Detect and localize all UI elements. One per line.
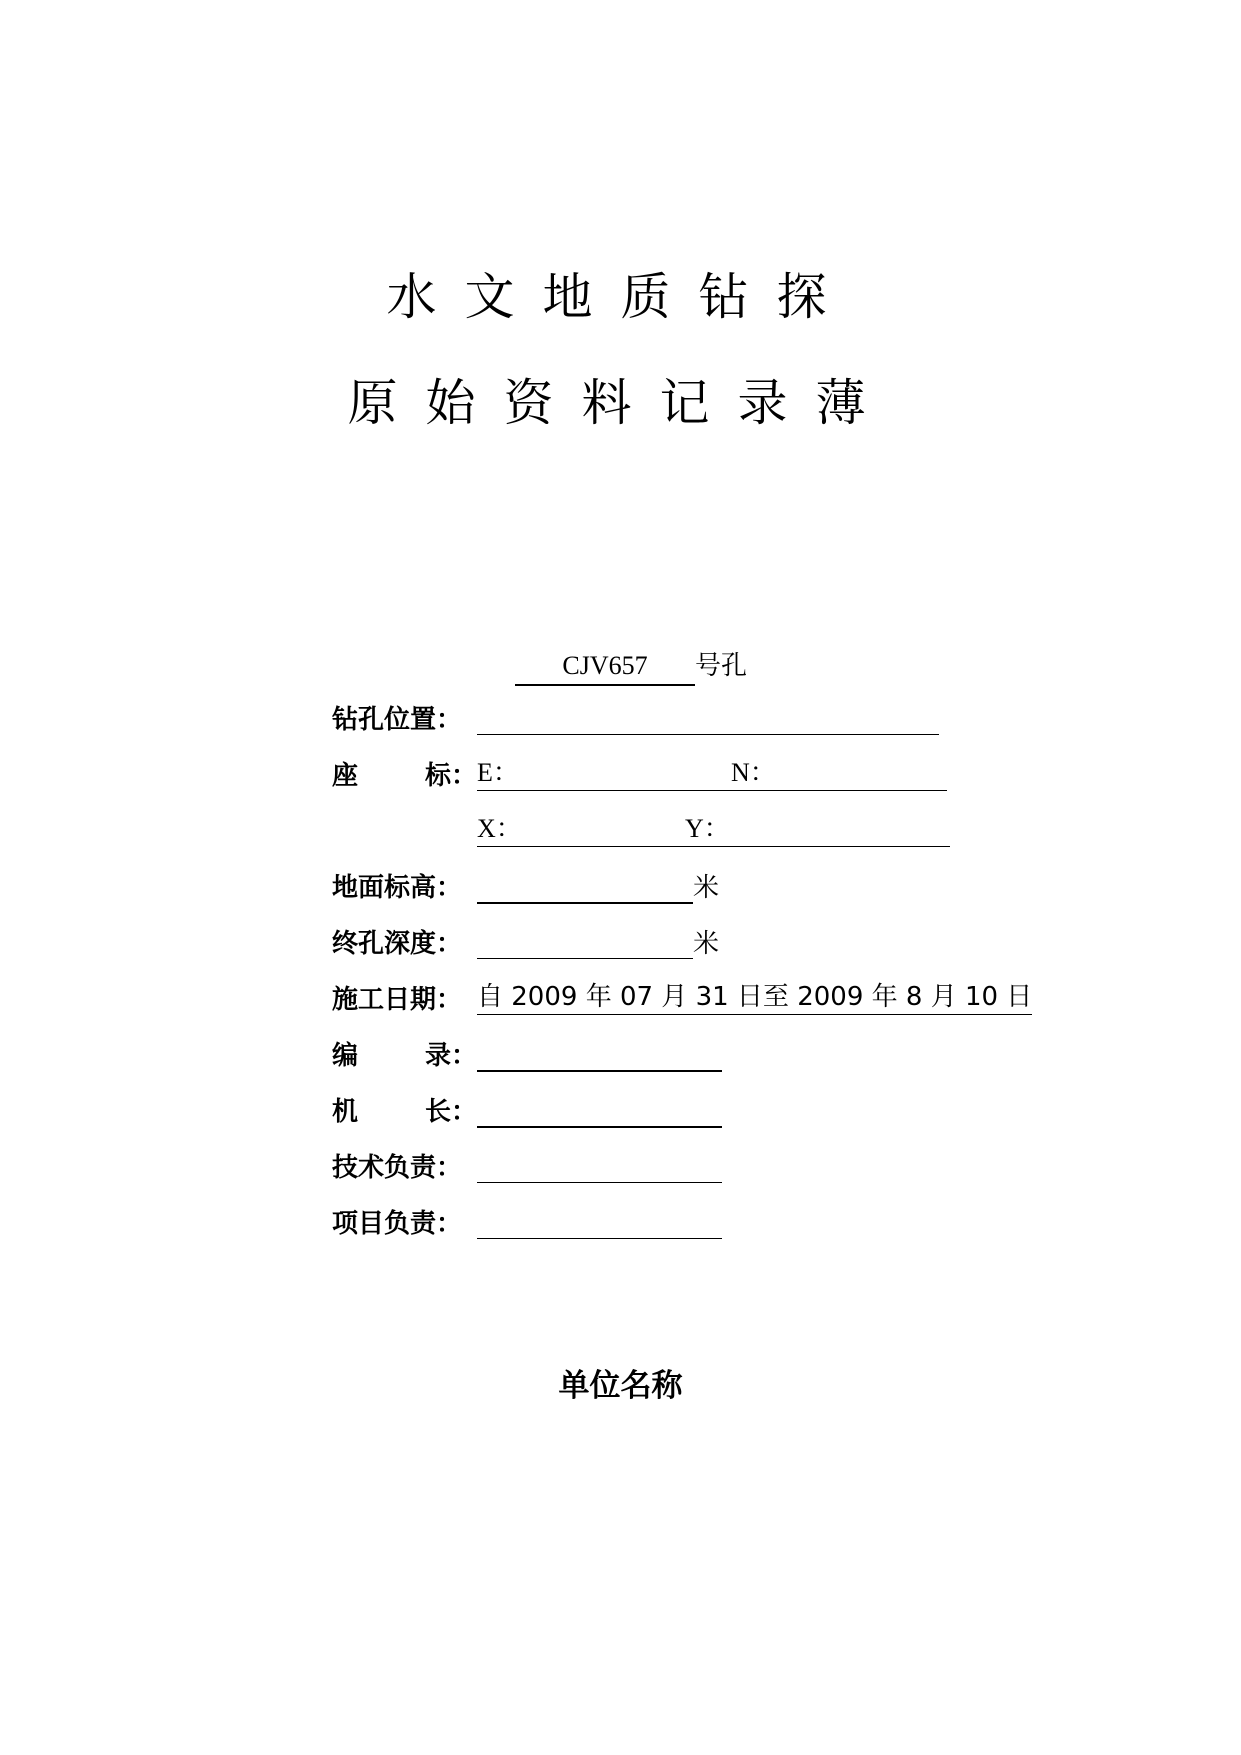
- hole-number[interactable]: CJV657: [515, 648, 695, 686]
- editor-field[interactable]: [477, 1036, 722, 1072]
- elevation-field[interactable]: [477, 868, 693, 904]
- coordinate-n-label: N：: [731, 758, 776, 787]
- location-row: [332, 700, 939, 740]
- coordinate-y-label: Y：: [685, 814, 730, 843]
- project-lead-field[interactable]: [477, 1204, 722, 1239]
- coordinate-label-a: 座: [332, 761, 359, 791]
- captain-label-a: 机: [332, 1097, 359, 1127]
- coordinate-en-field[interactable]: [477, 756, 947, 791]
- coordinate-label-b: 标：: [424, 761, 477, 791]
- tech-lead-row: [332, 1148, 722, 1188]
- elevation-row: [332, 868, 719, 908]
- date-label: 施工日期：: [332, 985, 463, 1015]
- document-title-line2: 原始资料记录薄: [347, 374, 894, 432]
- location-label: 钻孔位置：: [332, 705, 463, 735]
- tech-lead-label: 技术负责：: [332, 1153, 463, 1183]
- coordinate-e-label: E：: [477, 758, 519, 787]
- project-lead-label: 项目负责：: [332, 1209, 463, 1239]
- coordinate-xy-field[interactable]: [477, 812, 950, 847]
- unit-name: 单位名称: [558, 1368, 683, 1404]
- captain-row: [332, 1092, 722, 1132]
- depth-row: [332, 924, 719, 964]
- captain-label-b: 长：: [424, 1097, 477, 1127]
- date-value[interactable]: 自 2009 年 07 月 31 日至 2009 年 8 月 10 日: [477, 980, 1032, 1015]
- coordinate-label: [332, 756, 477, 796]
- project-lead-row: [332, 1204, 722, 1244]
- depth-label: 终孔深度：: [332, 929, 463, 959]
- editor-label-b: 录：: [424, 1041, 477, 1071]
- hole-number-row: [515, 648, 747, 686]
- document-title-line1: 水文地质钻探: [386, 268, 855, 326]
- captain-label: [332, 1092, 477, 1132]
- editor-label-a: 编: [332, 1041, 359, 1071]
- coordinate-row-en: [332, 756, 947, 796]
- tech-lead-field[interactable]: [477, 1148, 722, 1183]
- elevation-unit: 米: [693, 873, 720, 903]
- date-row: [332, 980, 1032, 1020]
- editor-label: [332, 1036, 477, 1076]
- editor-row: [332, 1036, 722, 1076]
- location-field[interactable]: [477, 700, 939, 735]
- elevation-label: 地面标高：: [332, 873, 463, 903]
- coordinate-x-label: X：: [477, 814, 522, 843]
- coordinate-row-xy: [332, 812, 950, 852]
- hole-suffix: 号孔: [695, 651, 748, 681]
- captain-field[interactable]: [477, 1092, 722, 1128]
- depth-unit: 米: [693, 929, 720, 959]
- depth-field[interactable]: [477, 924, 693, 959]
